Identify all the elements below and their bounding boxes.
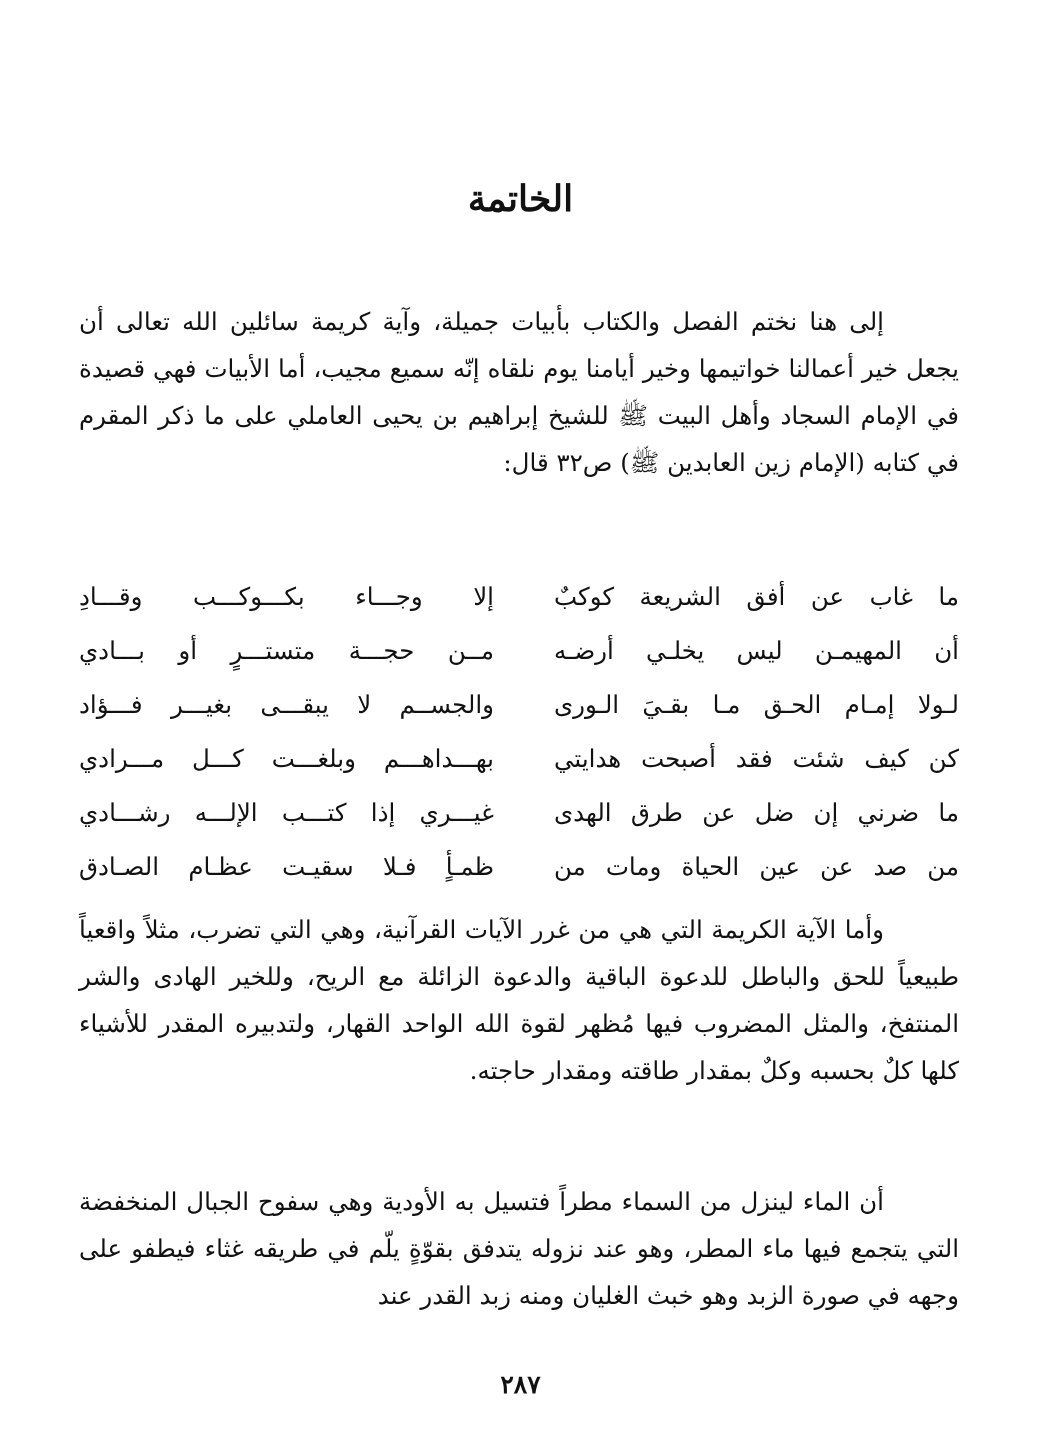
verse-second-hemistich: ظمـأٍ فـلا سقيـت عظـام الصـادق	[79, 852, 494, 881]
page-number: ٢٨٧	[500, 1370, 541, 1399]
verse-commentary-paragraph: وأما الآية الكريمة التي هي من غرر الآيات القرآنية، وهي التي تضرب، مثلاً واقعياً طبيعياً للحق والباطل للدعوة الباقية والدعوة الزائلة مع الريح، وللخير الهادى والشر المنتفخ، والمثل المضروب فيها مُظهر لقوة الله الواحد القهار، ولتدبيره المقدر للأشياء كلها كلٌ بحسبه وكلٌ بمقدار طاقته ومقدار حاجته.	[79, 915, 959, 1085]
poem-verse	[79, 570, 959, 624]
poem-verse	[79, 840, 959, 894]
verse-first-hemistich: ما ضرني إن ضل عن طرق الهدى	[554, 798, 959, 827]
verse-first-hemistich: لـولا إمـام الحـق مـا بقـيَ الـورى	[554, 690, 959, 719]
poem-verse	[79, 624, 959, 678]
poem-verse	[79, 732, 959, 786]
verse-second-hemistich: بهـــداهـــم وبلغـــت كـــل مـــرادي	[79, 744, 494, 773]
verse-second-hemistich: والجســم لا يبقـــى بغيـــر فـــؤاد	[79, 690, 494, 719]
verse-first-hemistich: أن المهيمـن ليس يخلـي أرضـه	[554, 636, 959, 665]
chapter-title: الخاتمة	[467, 178, 574, 220]
poem-verse	[79, 678, 959, 732]
poem-verse	[79, 786, 959, 840]
verse-first-hemistich: كن كيف شئت فقد أصبحت هدايتي	[554, 744, 959, 773]
intro-paragraph: إلى هنا نختم الفصل والكتاب بأبيات جميلة، وآية كريمة سائلين الله تعالى أن يجعل خير أعمالنا خواتيمها وخير أيامنا يوم نلقاه إنّه سميع مجيب، أما الأبيات فهي قصيدة في الإمام السجاد وأهل البيت ﷺ للشيخ إبراهيم بن يحيى العاملي على ما ذكر المقرم في كتابه (الإمام زين العابدين ﷺ) ص٣٢ قال:	[79, 307, 959, 477]
verse-second-hemistich: غيـــري إذا كتـــب الإلـــه رشـــادي	[79, 798, 494, 827]
verse-second-hemistich: مــن حجـــة متستـــرٍ أو بـــادي	[79, 636, 494, 665]
verse-first-hemistich: ما غاب عن أفق الشريعة كوكبٌ	[554, 582, 959, 611]
verse-second-hemistich: إلا وجـــاء بكـــوكـــب وقـــادِ	[79, 582, 494, 611]
poem	[79, 570, 959, 894]
water-parable-paragraph: أن الماء لينزل من السماء مطراً فتسيل به الأودية وهي سفوح الجبال المنخفضة التي يتجمع فيها ماء المطر، وهو عند نزوله يتدفق بقوّةٍ يلّم في طريقه غثاء فيطفو على وجهه في صورة الزبد وهو خبث الغليان ومنه زبد القدر عند	[79, 1187, 959, 1310]
verse-first-hemistich: من صد عن عين الحياة ومات من	[554, 852, 959, 881]
